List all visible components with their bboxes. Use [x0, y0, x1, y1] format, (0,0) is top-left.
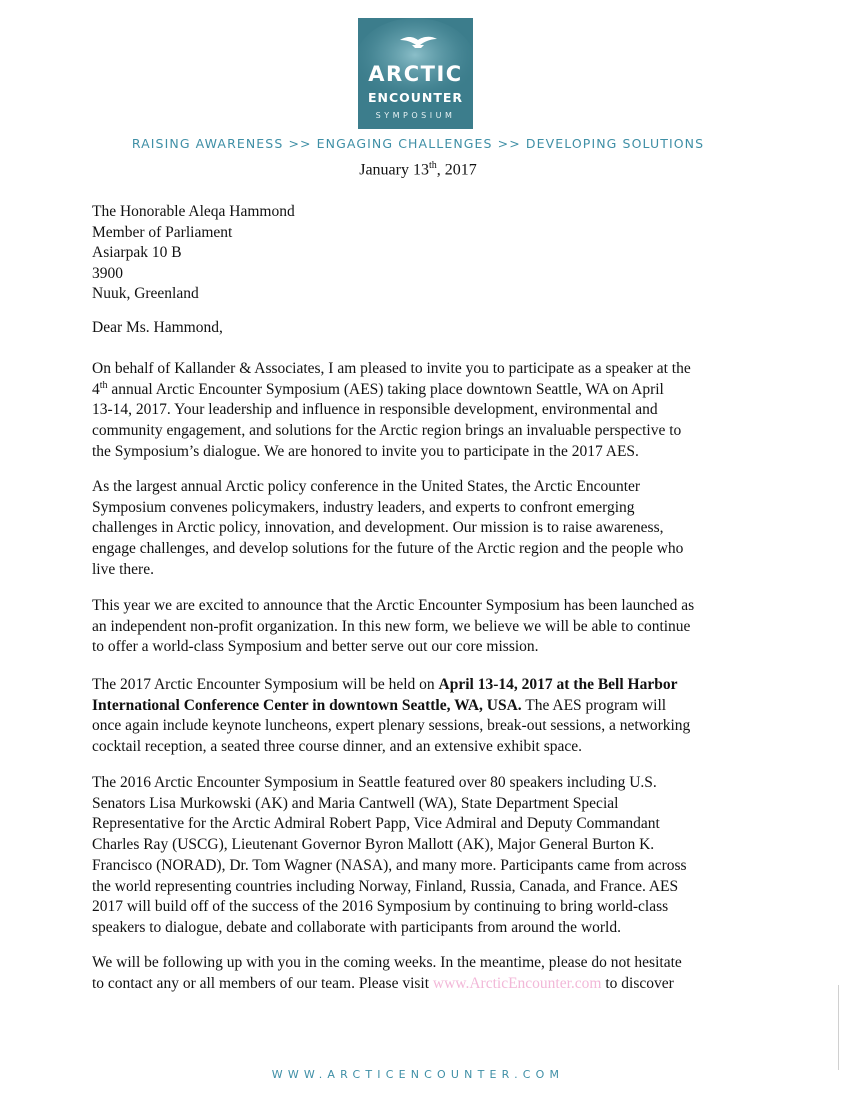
address-line: Asiarpak 10 B: [92, 244, 182, 261]
text-line: 2017 will build off of the success of the 2016 Symposium by continuing to bring world-class: [92, 898, 669, 916]
logo-line-symposium: SYMPOSIUM: [375, 111, 456, 120]
tagline: RAISING AWARENESS >> ENGAGING CHALLENGES >> DEVELOPING SOLUTIONS: [131, 136, 705, 151]
letter-date: [0, 160, 836, 179]
address-line: 3900: [92, 264, 123, 282]
paragraph-invitation: [92, 359, 752, 463]
text-line: to offer a world-class Symposium and better serve out our core mission.: [92, 638, 539, 656]
text-line: cocktail reception, a seated three course dinner, and an extensive exhibit space.: [92, 738, 582, 756]
salutation: Dear Ms. Hammond,: [92, 319, 223, 336]
paragraph-nonprofit: [92, 596, 752, 658]
paragraph-event-details: [92, 675, 752, 758]
text-line: Francisco (NORAD), Dr. Tom Wagner (NASA), and many more. Participants came from across: [92, 856, 687, 874]
text-line: Senators Lisa Murkowski (AK) and Maria Cantwell (WA), State Department Special: [92, 794, 619, 812]
bold-text: International Conference Center in downtown Seattle, WA, USA.: [92, 696, 522, 714]
logo-line-encounter: ENCOUNTER: [367, 90, 464, 105]
paragraph-mission: [92, 477, 752, 581]
page-edge-divider: [838, 985, 839, 1070]
text-line: engage challenges, and develop solutions for the future of the Arctic region and the people who: [92, 540, 684, 558]
text-line: once again include keynote luncheons, expert plenary sessions, break-out sessions, a networking: [92, 717, 691, 735]
date-day: January 13: [359, 161, 429, 179]
text-line: [92, 974, 752, 995]
text-line: [92, 675, 752, 696]
text-line: Representative for the Arctic Admiral Robert Papp, Vice Admiral and Deputy Commandant: [92, 815, 660, 833]
text-fragment: to contact any or all members of our team. Please visit: [92, 974, 433, 992]
ordinal-suffix: th: [99, 379, 108, 391]
text-fragment: annual Arctic Encounter Symposium (AES) taking place downtown Seattle, WA on April: [107, 380, 664, 398]
paragraph-follow-up: [92, 953, 752, 994]
recipient-address: [92, 202, 295, 305]
text-line: [92, 380, 752, 401]
text-line: Symposium convenes policymakers, industry leaders, and experts to confront emerging: [92, 498, 635, 516]
website-link[interactable]: www.ArcticEncounter.com: [432, 974, 602, 992]
address-line: Member of Parliament: [92, 223, 233, 241]
arctic-encounter-logo: [358, 18, 473, 129]
text-line: an independent non-profit organization. In this new form, we believe we will be able to continue: [92, 617, 691, 635]
logo-line-arctic: ARCTIC: [368, 62, 463, 86]
text-line: live there.: [92, 560, 154, 578]
text-line: 13-14, 2017. Your leadership and influence in responsible development, environmental and: [92, 401, 658, 419]
text-line: the world representing countries including Norway, Finland, Russia, Canada, and France. AES: [92, 877, 679, 895]
text-fragment: The 2017 Arctic Encounter Symposium will be held on: [92, 676, 439, 693]
text-fragment: The AES program will: [521, 696, 667, 714]
text-line: On behalf of Kallander & Associates, I am pleased to invite you to participate as a speaker at the: [92, 360, 691, 377]
footer-website: WWW.ARCTICENCOUNTER.COM: [271, 1068, 565, 1081]
date-ordinal: th: [428, 160, 437, 171]
text-line: the Symposium’s dialogue. We are honored to invite you to participate in the 2017 AES.: [92, 442, 639, 460]
text-line: [92, 696, 752, 717]
text-fragment: to discover: [601, 974, 674, 992]
text-line: challenges in Arctic policy, innovation, and development. Our mission is to raise awareness,: [92, 519, 664, 537]
text-line: speakers to dialogue, debate and collaborate with participants from around the world.: [92, 918, 621, 936]
text-line: We will be following up with you in the coming weeks. In the meantime, please do not hesitate: [92, 954, 682, 971]
address-line: Nuuk, Greenland: [92, 285, 199, 302]
text-line: This year we are excited to announce that the Arctic Encounter Symposium has been launched as: [92, 597, 695, 614]
text-line: The 2016 Arctic Encounter Symposium in Seattle featured over 80 speakers including U.S.: [92, 774, 657, 791]
address-line: The Honorable Aleqa Hammond: [92, 203, 295, 220]
text-line: community engagement, and solutions for the Arctic region brings an invaluable perspective to: [92, 422, 682, 440]
bold-text: April 13-14, 2017 at the Bell Harbor: [438, 676, 678, 693]
text-line: Charles Ray (USCG), Lieutenant Governor Byron Mallott (AK), Major General Burton K.: [92, 836, 655, 854]
text-line: As the largest annual Arctic policy conference in the United States, the Arctic Encounter: [92, 478, 641, 495]
paragraph-2016-recap: [92, 773, 752, 939]
date-year: , 2017: [436, 161, 477, 179]
text-fragment: 4: [92, 380, 100, 398]
